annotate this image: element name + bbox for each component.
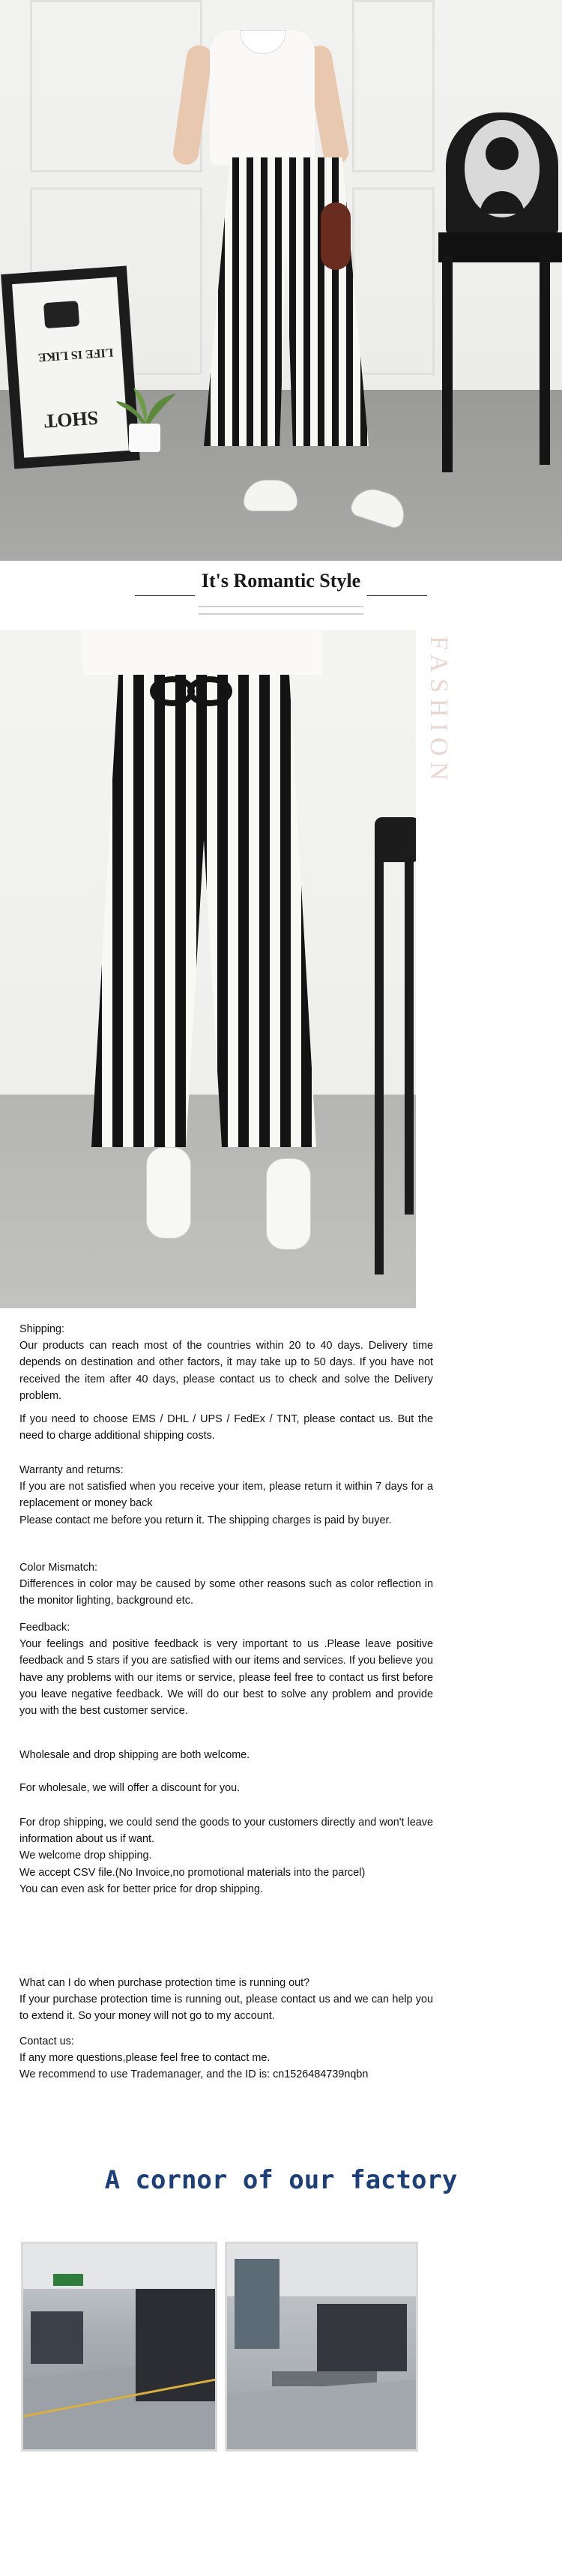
factory-section: [0, 2107, 562, 2576]
chair-portrait: [465, 120, 540, 217]
factory-interior-image: [227, 2244, 418, 2452]
stool-leg: [405, 855, 414, 1215]
policy-wholesale: Wholesale and drop shipping are both welcome.: [19, 1749, 250, 1761]
plant-pot: [129, 424, 160, 452]
poster-frame: [1, 265, 140, 469]
handbag: [321, 202, 351, 270]
divider: [135, 595, 195, 596]
factory-interior-image: [23, 2244, 217, 2452]
policy-dropship: For drop shipping, we could send the goods to your customers directly and won't leave information about us if want. We welcome drop shipping. We accept CSV file.(No Invoice,no promotional materials into the parcel) You can even ask for better price for drop shipping.: [19, 1817, 433, 1895]
wall-panel: [352, 0, 435, 172]
poster-text: LIFE IS LIKE: [37, 345, 114, 364]
banner-title: It's Romantic Style: [201, 570, 361, 592]
fashion-watermark: FASHION: [425, 636, 453, 786]
policy-warranty: Warranty and returns: If you are not satisfied when you receive your item, please return it within 7 days for a replacement or money back Please contact me before you return it. The shipping charges is paid by buyer.: [19, 1464, 433, 1526]
policy-express: If you need to choose EMS / DHL / UPS / FedEx / TNT, please contact us. But the need to charge additional shipping costs.: [19, 1413, 433, 1442]
wall-panel: [352, 187, 435, 375]
chair-leg: [540, 255, 550, 465]
sneaker: [146, 1147, 191, 1239]
chair-leg: [442, 255, 453, 472]
stool-leg: [375, 855, 384, 1275]
shoe: [348, 484, 409, 530]
policy-feedback: Feedback: Your feelings and positive feedback is very important to us .Please leave positive feedback and 5 stars if you are satisfied with our items and services. If you believe you have any problems with our items or service, please feel free to contact us first before you leave negative feedback. We will do our best to solve any problem and provide you with the best customer service.: [19, 1622, 433, 1718]
policy-protection: What can I do when purchase protection time is running out? If your purchase protection time is running out, please contact us and we can help you to extend it. So your money will not go to my account.: [19, 1977, 433, 2023]
decorative-line: [199, 613, 363, 615]
policy-shipping: Shipping: Our products can reach most of the countries within 20 to 40 days. Delivery time depends on destination and other factors, it may take up to 50 days. If you have not received the item after 40 days, please contact us to check and solve the Delivery problem.: [19, 1323, 433, 1402]
factory-title: A cornor of our factory: [104, 2165, 458, 2195]
policy-color: Color Mismatch: Differences in color may be caused by some other reasons such as color reflection in the monitor lighting, background etc.: [19, 1562, 433, 1607]
store-policy: [0, 1321, 562, 2086]
policy-discount: For wholesale, we will offer a discount for you.: [19, 1782, 241, 1794]
sneaker: [266, 1158, 311, 1250]
portrait-icon: [465, 120, 540, 217]
policy-contact: Contact us: If any more questions,please feel free to contact me. We recommend to use Trademanager, and the ID is: cn1526484739nqbn: [19, 2035, 369, 2081]
divider: [367, 595, 427, 596]
camera-icon: [43, 301, 79, 328]
poster-text: SHOT: [43, 406, 100, 433]
factory-photo: [21, 2242, 217, 2452]
bow-icon: [187, 676, 232, 706]
product-photo-model-full: [0, 0, 562, 561]
factory-photo: [225, 2242, 418, 2452]
style-banner: [0, 561, 562, 630]
product-photo-pants-closeup: [0, 630, 562, 1308]
striped-pants: [204, 157, 369, 446]
shoe: [244, 480, 297, 511]
white-top: [82, 630, 322, 675]
decorative-line: [199, 606, 363, 607]
